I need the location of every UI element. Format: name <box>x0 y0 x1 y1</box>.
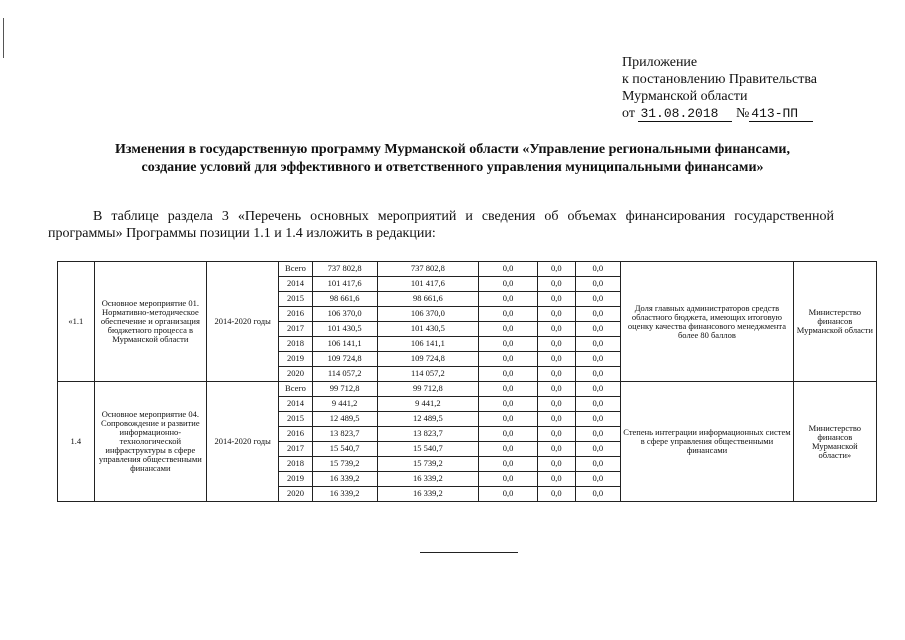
local-budget-cell: 0,0 <box>537 472 575 487</box>
federal-budget-cell: 0,0 <box>479 487 538 502</box>
regional-budget-cell: 101 430,5 <box>377 322 478 337</box>
total-amount-cell: 737 802,8 <box>312 262 377 277</box>
local-budget-cell: 0,0 <box>537 262 575 277</box>
resolution-number: 413-ПП <box>749 107 813 122</box>
other-sources-cell: 0,0 <box>575 382 621 397</box>
executor-cell: Министерство финансов Мурманской области» <box>793 382 876 502</box>
year-cell: 2015 <box>279 412 312 427</box>
total-amount-cell: 16 339,2 <box>312 472 377 487</box>
year-cell: 2020 <box>279 367 312 382</box>
federal-budget-cell: 0,0 <box>479 367 538 382</box>
local-budget-cell: 0,0 <box>537 352 575 367</box>
activity-name-cell: Основное мероприятие 04. Сопровождение и развитие информационно-технологической инфраструктуры в сфере управления общественными финансами <box>94 382 207 502</box>
regional-budget-cell: 106 141,1 <box>377 337 478 352</box>
federal-budget-cell: 0,0 <box>479 442 538 457</box>
federal-budget-cell: 0,0 <box>479 277 538 292</box>
regional-budget-cell: 12 489,5 <box>377 412 478 427</box>
total-amount-cell: 12 489,5 <box>312 412 377 427</box>
document-title <box>40 141 865 177</box>
regional-budget-cell: 9 441,2 <box>377 397 478 412</box>
regional-budget-cell: 99 712,8 <box>377 382 478 397</box>
year-cell: 2015 <box>279 292 312 307</box>
title-line-2: создание условий для эффективного и ответственного управления муниципальными финансами» <box>141 160 764 175</box>
total-amount-cell: 106 370,0 <box>312 307 377 322</box>
other-sources-cell: 0,0 <box>575 322 621 337</box>
regional-budget-cell: 13 823,7 <box>377 427 478 442</box>
other-sources-cell: 0,0 <box>575 337 621 352</box>
total-amount-cell: 9 441,2 <box>312 397 377 412</box>
position-number-cell: 1.4 <box>58 382 95 502</box>
total-amount-cell: 99 712,8 <box>312 382 377 397</box>
closing-rule <box>420 552 518 553</box>
other-sources-cell: 0,0 <box>575 397 621 412</box>
other-sources-cell: 0,0 <box>575 427 621 442</box>
other-sources-cell: 0,0 <box>575 472 621 487</box>
local-budget-cell: 0,0 <box>537 337 575 352</box>
period-cell: 2014-2020 годы <box>207 382 279 502</box>
year-cell: 2016 <box>279 307 312 322</box>
federal-budget-cell: 0,0 <box>479 382 538 397</box>
federal-budget-cell: 0,0 <box>479 262 538 277</box>
year-cell: 2019 <box>279 472 312 487</box>
position-number-cell: «1.1 <box>58 262 95 382</box>
federal-budget-cell: 0,0 <box>479 337 538 352</box>
local-budget-cell: 0,0 <box>537 307 575 322</box>
year-cell: 2014 <box>279 397 312 412</box>
total-amount-cell: 109 724,8 <box>312 352 377 367</box>
total-amount-cell: 13 823,7 <box>312 427 377 442</box>
program-table <box>57 261 877 502</box>
appendix-line-3: Мурманской области <box>622 89 748 104</box>
table-row <box>58 262 877 277</box>
appendix-line-1: Приложение <box>622 55 698 70</box>
year-cell: 2016 <box>279 427 312 442</box>
other-sources-cell: 0,0 <box>575 457 621 472</box>
indicator-cell: Доля главных администраторов средств областного бюджета, имеющих итоговую оценку качества финансового менеджмента более 80 баллов <box>621 262 794 382</box>
indicator-cell: Степень интеграции информационных систем в сфере управления общественными финансами <box>621 382 794 502</box>
table-row <box>58 382 877 397</box>
scan-edge-line <box>3 18 4 58</box>
number-prefix: № <box>735 106 750 121</box>
executor-cell: Министерство финансов Мурманской области <box>793 262 876 382</box>
local-budget-cell: 0,0 <box>537 292 575 307</box>
total-amount-cell: 16 339,2 <box>312 487 377 502</box>
other-sources-cell: 0,0 <box>575 412 621 427</box>
regional-budget-cell: 106 370,0 <box>377 307 478 322</box>
regional-budget-cell: 16 339,2 <box>377 472 478 487</box>
local-budget-cell: 0,0 <box>537 382 575 397</box>
resolution-date: 31.08.2018 <box>638 107 732 122</box>
local-budget-cell: 0,0 <box>537 457 575 472</box>
year-cell: 2019 <box>279 352 312 367</box>
year-cell: 2017 <box>279 322 312 337</box>
local-budget-cell: 0,0 <box>537 367 575 382</box>
regional-budget-cell: 114 057,2 <box>377 367 478 382</box>
federal-budget-cell: 0,0 <box>479 427 538 442</box>
local-budget-cell: 0,0 <box>537 397 575 412</box>
other-sources-cell: 0,0 <box>575 352 621 367</box>
appendix-line-2: к постановлению Правительства <box>622 72 818 87</box>
year-cell: 2014 <box>279 277 312 292</box>
regional-budget-cell: 109 724,8 <box>377 352 478 367</box>
local-budget-cell: 0,0 <box>537 322 575 337</box>
total-amount-cell: 15 540,7 <box>312 442 377 457</box>
local-budget-cell: 0,0 <box>537 277 575 292</box>
federal-budget-cell: 0,0 <box>479 352 538 367</box>
regional-budget-cell: 15 739,2 <box>377 457 478 472</box>
total-amount-cell: 114 057,2 <box>312 367 377 382</box>
regional-budget-cell: 737 802,8 <box>377 262 478 277</box>
federal-budget-cell: 0,0 <box>479 292 538 307</box>
federal-budget-cell: 0,0 <box>479 322 538 337</box>
regional-budget-cell: 16 339,2 <box>377 487 478 502</box>
federal-budget-cell: 0,0 <box>479 412 538 427</box>
activity-name-cell: Основное мероприятие 01. Нормативно-методическое обеспечение и организация бюджетного процесса в Мурманской области <box>94 262 207 382</box>
date-prefix: от <box>622 106 635 121</box>
local-budget-cell: 0,0 <box>537 442 575 457</box>
other-sources-cell: 0,0 <box>575 307 621 322</box>
other-sources-cell: 0,0 <box>575 262 621 277</box>
local-budget-cell: 0,0 <box>537 487 575 502</box>
total-amount-cell: 106 141,1 <box>312 337 377 352</box>
other-sources-cell: 0,0 <box>575 487 621 502</box>
period-cell: 2014-2020 годы <box>207 262 279 382</box>
federal-budget-cell: 0,0 <box>479 472 538 487</box>
regional-budget-cell: 98 661,6 <box>377 292 478 307</box>
federal-budget-cell: 0,0 <box>479 397 538 412</box>
total-amount-cell: 101 430,5 <box>312 322 377 337</box>
year-cell: 2020 <box>279 487 312 502</box>
regional-budget-cell: 15 540,7 <box>377 442 478 457</box>
regional-budget-cell: 101 417,6 <box>377 277 478 292</box>
total-amount-cell: 98 661,6 <box>312 292 377 307</box>
other-sources-cell: 0,0 <box>575 442 621 457</box>
local-budget-cell: 0,0 <box>537 427 575 442</box>
year-cell: Всего <box>279 262 312 277</box>
year-cell: 2018 <box>279 457 312 472</box>
other-sources-cell: 0,0 <box>575 277 621 292</box>
federal-budget-cell: 0,0 <box>479 457 538 472</box>
local-budget-cell: 0,0 <box>537 412 575 427</box>
other-sources-cell: 0,0 <box>575 292 621 307</box>
appendix-line-4 <box>622 105 817 122</box>
appendix-header <box>622 54 817 122</box>
title-line-1: Изменения в государственную программу Мурманской области «Управление региональными финансами, <box>115 142 790 157</box>
total-amount-cell: 101 417,6 <box>312 277 377 292</box>
year-cell: 2018 <box>279 337 312 352</box>
year-cell: Всего <box>279 382 312 397</box>
year-cell: 2017 <box>279 442 312 457</box>
federal-budget-cell: 0,0 <box>479 307 538 322</box>
intro-paragraph: В таблице раздела 3 «Перечень основных мероприятий и сведения об объемах финансирования государственной программы» Программы позиции 1.1 и 1.4 изложить в редакции: <box>48 209 834 241</box>
total-amount-cell: 15 739,2 <box>312 457 377 472</box>
other-sources-cell: 0,0 <box>575 367 621 382</box>
